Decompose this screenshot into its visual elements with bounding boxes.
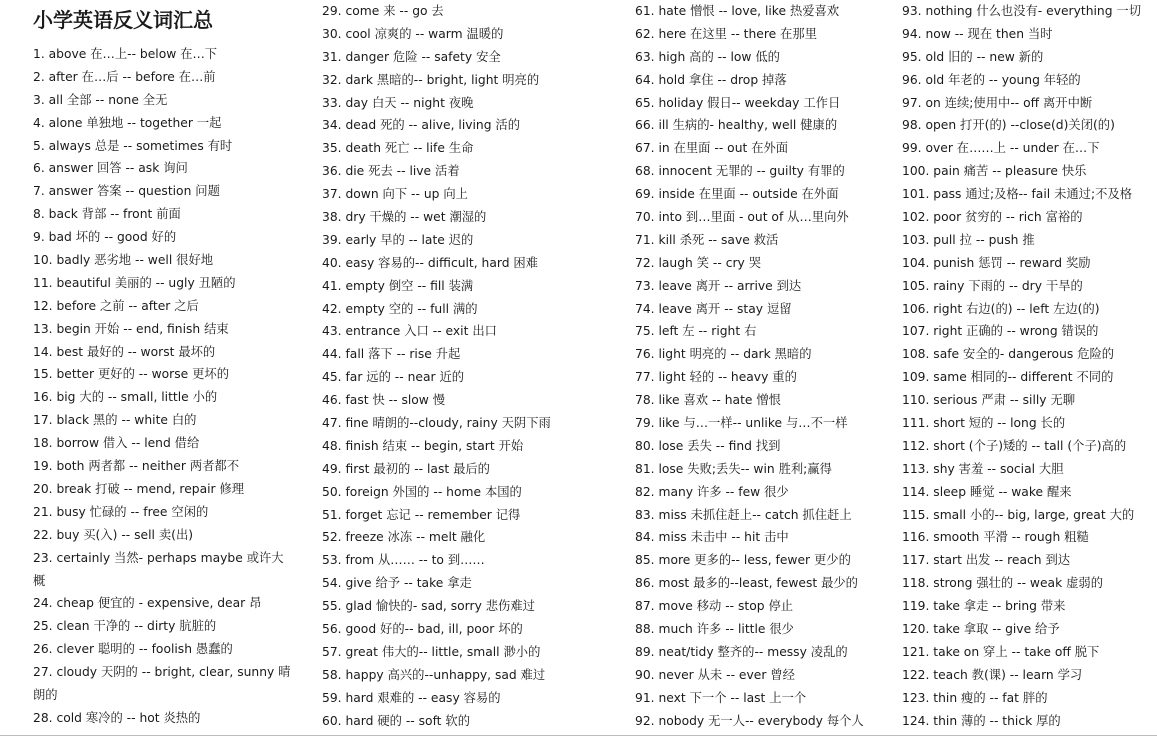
word-pair-item: 31. danger 危险 -- safety 安全 [322,49,501,64]
document-title: 小学英语反义词汇总 [33,8,213,32]
word-pair-item: 90. never 从未 -- ever 曾经 [635,667,795,682]
word-pair-item: 58. happy 高兴的--unhappy, sad 难过 [322,667,546,682]
word-pair-item: 13. begin 开始 -- end, finish 结束 [33,321,229,336]
word-pair-item: 109. same 相同的-- different 不同的 [902,370,1114,385]
page-bottom-border [0,735,1157,736]
word-pair-item: 115. small 小的-- big, large, great 大的 [902,507,1135,522]
word-pair-item: 57. great 伟大的-- little, small 渺小的 [322,644,541,659]
word-pair-item: 72. laugh 笑 -- cry 哭 [635,255,762,270]
word-pair-item: 92. nobody 无一人-- everybody 每个人 [635,713,864,728]
word-pair-item: 30. cool 凉爽的 -- warm 温暖的 [322,26,504,41]
word-pair-item: 27. cloudy 天阴的 -- bright, clear, sunny 晴朗的 [33,665,291,702]
column-1 [33,43,291,730]
word-pair-item: 80. lose 丢失 -- find 找到 [635,438,781,453]
word-pair-item: 105. rainy 下雨的 -- dry 干旱的 [902,278,1083,293]
column-3 [635,0,880,733]
word-pair-item: 8. back 背部 -- front 前面 [33,207,181,222]
word-pair-item: 6. answer 回答 -- ask 询问 [33,161,188,176]
word-pair-item: 124. thin 薄的 -- thick 厚的 [902,713,1061,728]
word-pair-item: 42. empty 空的 -- full 满的 [322,301,478,316]
word-pair-item: 25. clean 干净的 -- dirty 肮脏的 [33,619,217,634]
word-pair-item: 20. break 打破 -- mend, repair 修理 [33,481,245,496]
word-pair-item: 36. die 死去 -- live 活着 [322,164,460,179]
word-pair-item: 64. hold 拿住 -- drop 掉落 [635,72,787,87]
word-pair-item: 74. leave 离开 -- stay 逗留 [635,301,792,316]
word-pair-item: 47. fine 晴朗的--cloudy, rainy 天阴下雨 [322,416,551,431]
word-pair-item: 22. buy 买(入) -- sell 卖(出) [33,527,194,542]
word-pair-item: 102. poor 贫穷的 -- rich 富裕的 [902,210,1083,225]
word-pair-item: 53. from 从…… -- to 到…… [322,553,485,568]
word-pair-item: 16. big 大的 -- small, little 小的 [33,390,218,405]
word-pair-item: 76. light 明亮的 -- dark 黑暗的 [635,347,812,362]
word-pair-item: 45. far 远的 -- near 近的 [322,370,465,385]
word-pair-item: 95. old 旧的 -- new 新的 [902,49,1044,64]
word-pair-item: 119. take 拿走 -- bring 带来 [902,599,1066,614]
word-pair-item: 49. first 最初的 -- last 最后的 [322,461,490,476]
column-2 [322,0,584,733]
word-pair-item: 100. pain 痛苦 -- pleasure 快乐 [902,164,1087,179]
word-pair-item: 99. over 在……上 -- under 在…下 [902,141,1100,156]
word-pair-item: 117. start 出发 -- reach 到达 [902,553,1071,568]
word-pair-item: 123. thin 瘦的 -- fat 胖的 [902,690,1048,705]
word-pair-item: 9. bad 坏的 -- good 好的 [33,230,177,245]
word-pair-item: 15. better 更好的 -- worse 更坏的 [33,367,229,382]
word-pair-item: 78. like 喜欢 -- hate 憎恨 [635,393,781,408]
word-pair-item: 91. next 下一个 -- last 上一个 [635,690,807,705]
word-pair-item: 70. into 到…里面 - out of 从…里向外 [635,210,849,225]
word-pair-item: 86. most 最多的--least, fewest 最少的 [635,576,858,591]
word-pair-item: 41. empty 倒空 -- fill 装满 [322,278,474,293]
word-pair-item: 122. teach 教(课) -- learn 学习 [902,667,1083,682]
word-pair-item: 67. in 在里面 -- out 在外面 [635,141,789,156]
word-pair-item: 34. dead 死的 -- alive, living 活的 [322,118,521,133]
column-4 [902,0,1154,733]
word-pair-item: 35. death 死亡 -- life 生命 [322,141,474,156]
word-pair-item: 46. fast 快 -- slow 慢 [322,393,446,408]
word-pair-item: 59. hard 艰难的 -- easy 容易的 [322,690,501,705]
word-pair-item: 24. cheap 便宜的 - expensive, dear 昂 [33,596,262,611]
word-pair-item: 116. smooth 平滑 -- rough 粗糙 [902,530,1089,545]
word-pair-item: 7. answer 答案 -- question 问题 [33,184,220,199]
word-pair-item: 54. give 给予 -- take 拿走 [322,576,472,591]
word-pair-item: 79. like 与…一样-- unlike 与…不一样 [635,416,848,431]
word-pair-item: 93. nothing 什么也没有- everything 一切 [902,4,1142,18]
word-pair-item: 104. punish 惩罚 -- reward 奖励 [902,255,1091,270]
word-pair-item: 114. sleep 睡觉 -- wake 醒来 [902,484,1072,499]
word-pair-item: 71. kill 杀死 -- save 救活 [635,232,779,247]
word-pair-item: 88. much 许多 -- little 很少 [635,622,794,637]
word-pair-item: 37. down 向下 -- up 向上 [322,187,468,202]
word-pair-item: 14. best 最好的 -- worst 最坏的 [33,344,216,359]
word-pair-item: 120. take 拿取 -- give 给予 [902,622,1060,637]
word-pair-item: 3. all 全部 -- none 全无 [33,92,168,107]
word-pair-item: 5. always 总是 -- sometimes 有时 [33,138,233,153]
word-pair-item: 77. light 轻的 -- heavy 重的 [635,370,797,385]
word-pair-item: 60. hard 硬的 -- soft 软的 [322,713,471,728]
word-pair-item: 98. open 打开(的) --close(d)关闭(的) [902,118,1115,133]
word-pair-item: 121. take on 穿上 -- take off 脱下 [902,644,1100,659]
word-pair-item: 111. short 短的 -- long 长的 [902,416,1066,431]
word-pair-item: 38. dry 干燥的 -- wet 潮湿的 [322,210,487,225]
word-pair-item: 2. after 在…后 -- before 在…前 [33,69,216,84]
word-pair-item: 11. beautiful 美丽的 -- ugly 丑陋的 [33,275,236,290]
word-pair-item: 1. above 在…上-- below 在…下 [33,47,218,61]
word-pair-item: 61. hate 憎恨 -- love, like 热爱喜欢 [635,4,840,18]
word-pair-item: 12. before 之前 -- after 之后 [33,298,199,313]
word-pair-item: 68. innocent 无罪的 -- guilty 有罪的 [635,164,845,179]
word-pair-item: 73. leave 离开 -- arrive 到达 [635,278,802,293]
word-pair-item: 4. alone 单独地 -- together 一起 [33,115,222,130]
word-pair-item: 26. clever 聪明的 -- foolish 愚蠢的 [33,642,233,657]
word-pair-item: 101. pass 通过;及格-- fail 未通过;不及格 [902,187,1132,202]
word-pair-item: 50. foreign 外国的 -- home 本国的 [322,484,522,499]
word-pair-item: 112. short (个子)矮的 -- tall (个子)高的 [902,438,1127,453]
word-pair-item: 10. badly 恶劣地 -- well 很好地 [33,253,214,268]
word-pair-item: 87. move 移动 -- stop 停止 [635,599,794,614]
word-pair-item: 40. easy 容易的-- difficult, hard 困难 [322,255,539,270]
word-pair-item: 84. miss 未击中 -- hit 击中 [635,530,789,545]
word-pair-item: 65. holiday 假日-- weekday 工作日 [635,95,841,110]
word-pair-item: 52. freeze 冰冻 -- melt 融化 [322,530,486,545]
word-pair-item: 33. day 白天 -- night 夜晚 [322,95,474,110]
word-pair-item: 94. now -- 现在 then 当时 [902,26,1053,41]
word-pair-item: 28. cold 寒冷的 -- hot 炎热的 [33,710,201,725]
word-pair-item: 89. neat/tidy 整齐的-- messy 凌乱的 [635,644,848,659]
word-pair-item: 32. dark 黑暗的-- bright, light 明亮的 [322,72,540,87]
word-pair-item: 107. right 正确的 -- wrong 错误的 [902,324,1099,339]
word-pair-item: 55. glad 愉快的- sad, sorry 悲伤难过 [322,599,535,614]
word-pair-item: 19. both 两者都 -- neither 两者都不 [33,459,240,474]
word-pair-item: 82. many 许多 -- few 很少 [635,484,789,499]
word-pair-item: 62. here 在这里 -- there 在那里 [635,26,817,41]
word-pair-item: 44. fall 落下 -- rise 升起 [322,347,461,362]
word-pair-item: 106. right 右边(的) -- left 左边(的) [902,301,1100,316]
word-pair-item: 18. borrow 借入 -- lend 借给 [33,436,200,451]
word-pair-item: 75. left 左 -- right 右 [635,324,757,339]
word-pair-item: 103. pull 拉 -- push 推 [902,232,1035,247]
word-pair-item: 118. strong 强壮的 -- weak 虚弱的 [902,576,1103,591]
word-pair-item: 108. safe 安全的- dangerous 危险的 [902,347,1115,362]
word-pair-item: 23. certainly 当然- perhaps maybe 或许大概 [33,550,284,588]
word-pair-item: 51. forget 忘记 -- remember 记得 [322,507,521,522]
word-pair-item: 48. finish 结束 -- begin, start 开始 [322,438,524,453]
word-pair-item: 97. on 连续;使用中-- off 离开中断 [902,95,1093,110]
word-pair-item: 43. entrance 入口 -- exit 出口 [322,324,497,339]
word-pair-item: 63. high 高的 -- low 低的 [635,49,780,64]
word-pair-item: 81. lose 失败;丢失-- win 胜利;赢得 [635,461,832,476]
word-pair-item: 110. serious 严肃 -- silly 无聊 [902,393,1076,408]
word-pair-item: 96. old 年老的 -- young 年轻的 [902,72,1081,87]
word-pair-item: 29. come 来 -- go 去 [322,4,444,18]
word-pair-item: 21. busy 忙碌的 -- free 空闲的 [33,504,209,519]
word-pair-item: 83. miss 未抓住赶上-- catch 抓住赶上 [635,507,852,522]
word-pair-item: 85. more 更多的-- less, fewer 更少的 [635,553,851,568]
word-pair-item: 69. inside 在里面 -- outside 在外面 [635,187,839,202]
word-pair-item: 113. shy 害羞 -- social 大胆 [902,461,1064,476]
word-pair-item: 56. good 好的-- bad, ill, poor 坏的 [322,622,523,637]
word-pair-item: 39. early 早的 -- late 迟的 [322,232,474,247]
word-pair-item: 66. ill 生病的- healthy, well 健康的 [635,118,838,133]
word-pair-item: 17. black 黑的 -- white 白的 [33,413,197,428]
